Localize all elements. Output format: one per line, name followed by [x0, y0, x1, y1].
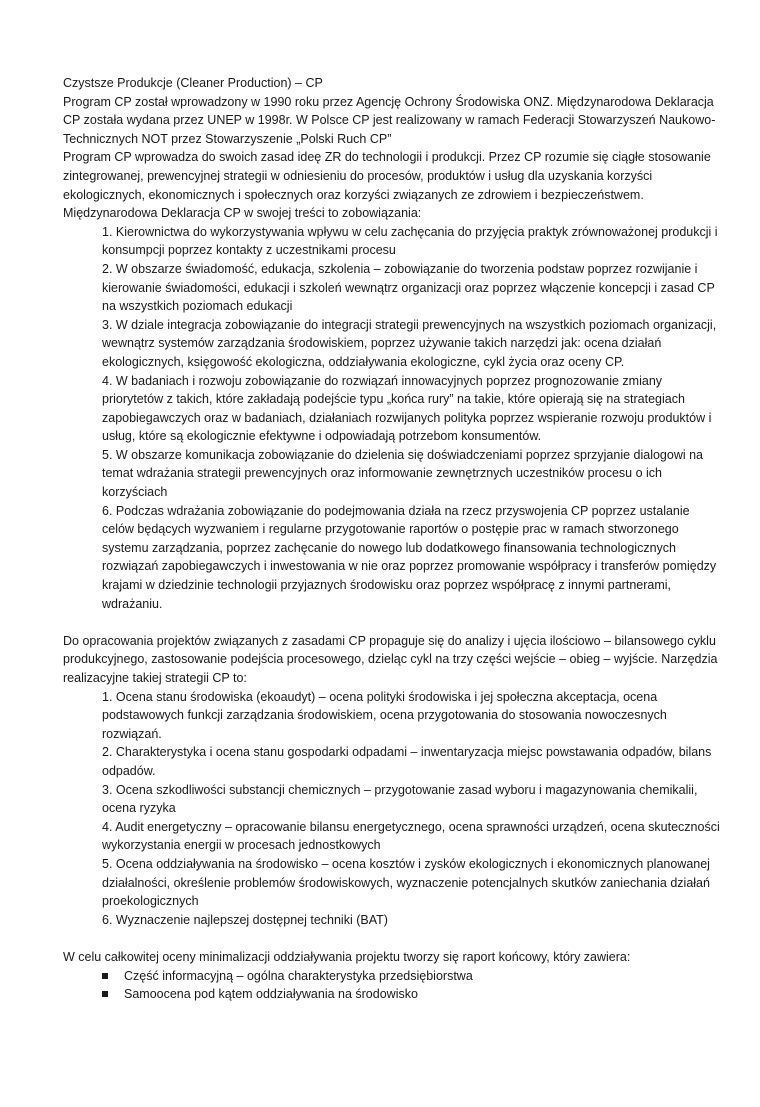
document-title: Czystsze Produkcje (Cleaner Production) – CP — [63, 76, 323, 90]
report-item — [102, 967, 723, 986]
cp-definition-paragraph: Program CP wprowadza do swoich zasad ideę ZR do technologii i produkcji. Przez CP rozumie się ciągłe stosowanie zintegrowanej, prewencyjnej strategii w odniesieniu do procesów, produktów i usług dla uzyskania korzyści ekologicznych, ekonomicznych i społecznych oraz korzyści związanych ze zdrowiem i bezpieczeństwem. Międzynarodowa Deklaracja CP w swojej treści to zobowiązania: — [63, 150, 711, 221]
report-item — [102, 985, 723, 1004]
report-item-text: Część informacyjną – ogólna charakterystyka przedsiębiorstwa — [124, 968, 473, 983]
report-item-text: Samoocena pod kątem oddziaływania na środowisko — [124, 987, 418, 1002]
paragraph-gap — [63, 929, 723, 948]
tools-list — [63, 688, 723, 930]
report-paragraph: W celu całkowitej oceny minimalizacji oddziaływania projektu tworzy się raport końcowy, który zawiera: — [63, 949, 631, 964]
tool-item: 5. Ocena oddziaływania na środowisko – ocena kosztów i zysków ekologicznych i ekonomicznych planowanej działalności, określenie problemów środowiskowych, wyznaczenie potencjalnych skutków zaniechania działań proekologicznych — [102, 856, 710, 909]
commitment-item: 5. W obszarze komunikacja zobowiązanie do dzielenia się doświadczeniami poprzez sprzyjanie dialogowi na temat wdrażania strategii prewencyjnych oraz informowanie zewnętrznych uczestników procesu o ich korzyściach — [102, 447, 704, 500]
tool-item: 2. Charakterystyka i ocena stanu gospodarki odpadami – inwentaryzacja miejsc powstawania odpadów, bilans odpadów. — [102, 745, 712, 778]
intro-paragraph: Program CP został wprowadzony w 1990 roku przez Agencję Ochrony Środowiska ONZ. Międzynarodowa Deklaracja CP została wydana przez UNEP w 1998r. W Polsce CP jest realizowany w ramach Federacji Stowarzyszeń Naukowo-Technicznych NOT przez Stowarzyszenie „Polski Ruch CP” — [63, 94, 716, 146]
tool-item: 3. Ocena szkodliwości substancji chemicznych – przygotowanie zasad wyboru i magazynowania chemikalii, ocena ryzyka — [102, 782, 698, 816]
report-items-list — [63, 967, 723, 1004]
commitment-item: 3. W dziale integracja zobowiązanie do integracji strategii prewencyjnych na wszystkich poziomach organizacji, wewnątrz systemów zarządzania środowiskiem, poprzez używanie takich narzędzi jak: ocena działań ekologicznych, księgowość ekologiczna, oddziaływania ekologiczne, cykl życia oraz oceny CP. — [102, 317, 717, 369]
projects-paragraph: Do opracowania projektów związanych z zasadami CP propaguje się do analizy i ujęcia ilościowo – bilansowego cyklu produkcyjnego, zastosowanie podejścia procesowego, dzieląc cykl na trzy części wejście – obieg – wyjście. Narzędzia realizacyjne takiej strategii CP to: — [63, 633, 718, 685]
square-bullet-icon — [102, 973, 108, 979]
commitments-list — [63, 223, 723, 613]
tool-item: 1. Ocena stanu środowiska (ekoaudyt) – ocena polityki środowiska i jej społeczna akceptacja, ocena podstawowych funkcji zarządzania środowiskiem, ocena przygotowania do stosowania nowoczesnych rozwiązań. — [102, 689, 667, 741]
commitment-item: 6. Podczas wdrażania zobowiązanie do podejmowania działa na rzecz przyswojenia CP poprzez ustalanie celów będących wyzwaniem i regularne przygotowanie raportów o postępie prac w ramach stworzonego systemu zarządzania, poprzez zachęcanie do nowego lub dodatkowego finansowania technologicznych rozwiązań zapobiegawczych i inwestowania w nie oraz poprzez promowanie współpracy i transferów pomiędzy krajami w dziedzinie technologii przyjaznych środowisku oraz poprzez współpracę z innymi partnerami, wdrażaniu. — [102, 503, 717, 611]
commitment-item: 2. W obszarze świadomość, edukacja, szkolenia – zobowiązanie do tworzenia podstaw poprzez rozwijanie i kierowanie świadomości, edukacji i szkoleń wewnątrz organizacji oraz poprzez włączenie koncepcji i zasad CP na wszystkich poziomach edukacji — [102, 261, 715, 314]
commitment-item: 1. Kierownictwa do wykorzystywania wpływu w celu zachęcania do przyjęcia praktyk zrównoważonej produkcji i konsumpcji poprzez kontakty z uczestnikami procesu — [102, 224, 718, 258]
tool-item: 4. Audit energetyczny – opracowanie bilansu energetycznego, ocena sprawności urządzeń, ocena skuteczności wykorzystania energii w procesach jednostkowych — [102, 819, 720, 853]
tool-item: 6. Wyznaczenie najlepszej dostępnej techniki (BAT) — [102, 912, 388, 927]
document-page — [63, 74, 723, 1004]
square-bullet-icon — [102, 991, 108, 997]
paragraph-gap — [63, 613, 723, 632]
commitment-item: 4. W badaniach i rozwoju zobowiązanie do rozwiązań innowacyjnych poprzez prognozowanie zmiany priorytetów z takich, które zakładają podejście typu „końca rury” na takie, które opierają się na strategiach zapobiegawczych oraz w badaniach, działaniach rozwijanych polityka poprzez wspieranie rozwoju produktów i usług, które są ekologicznie efektywne i odpowiadają potrzebom konsumentów. — [102, 373, 712, 444]
